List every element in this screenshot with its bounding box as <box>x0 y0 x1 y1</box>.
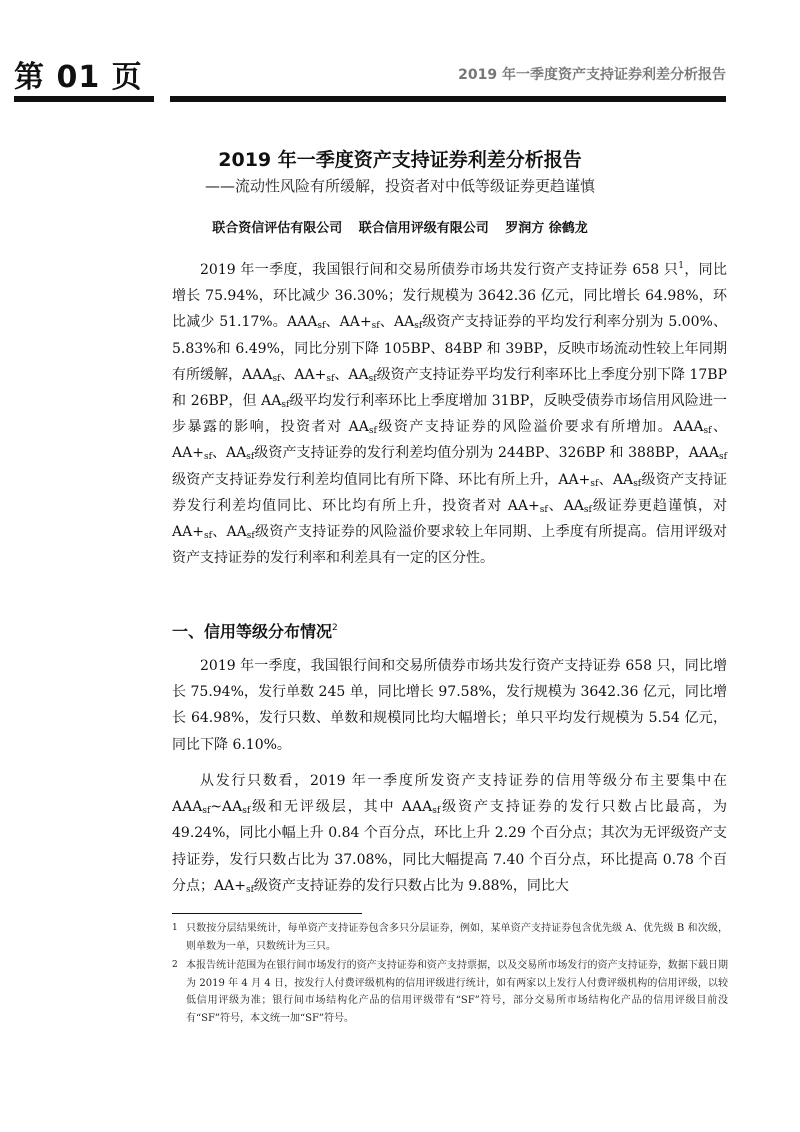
header-rule-right <box>170 96 726 102</box>
footnote-1-text: 只数按分层结果统计，每单资产支持证券包含多只分层证券，例如，某单资产支持证券包含优先级 A、优先级 B 和次级，则单数为一单，只数统计为三只。 <box>186 923 728 952</box>
footnote-ref-1[interactable]: 1 <box>678 261 684 271</box>
page-number-label: 第 01 页 <box>14 60 143 95</box>
report-title: 2019 年一季度资产支持证券利差分析报告 <box>218 149 582 171</box>
author-3: 罗润方 徐鹤龙 <box>505 221 588 236</box>
footnote-divider <box>172 913 362 914</box>
author-1: 联合资信评估有限公司 <box>212 221 343 236</box>
section-heading-credit-rating-distribution: 一、信用等级分布情况$^2$ <box>172 622 338 641</box>
header-rule-left <box>14 96 154 102</box>
footnote-1-mark: 1 <box>172 923 178 933</box>
running-header-title: 2019 年一季度资产支持证券利差分析报告 <box>458 67 726 83</box>
footnote-2-text: 本报告统计范围为在银行间市场发行的资产支持证券和资产支持票据，以及交易所市场发行的资产支持证券，数据下载日期为 2019 年 4 月 4 日，按发行人付费评级机构的信用评级进行统计，如有两家以上发行人付费评级机构的信用评级，以较低信用评级为准；银行间市场结构化产品的信用评级带有“SF”符号，部分交易所市场结构化产品的信用评级目前没有“SF”符号，本文统一加“SF”符号。 <box>186 960 728 1024</box>
author-2: 联合信用评级有限公司 <box>358 221 489 236</box>
footnote-1 <box>172 920 728 955</box>
footnote-2 <box>172 957 728 1027</box>
rating-distribution-paragraph: 从发行只数看，2019 年一季度所发资产支持证券的信用等级分布主要集中在 $AAA_{sf}\sim AA_{sf}$级和无评级层，其中 $AAA_{sf}$级资产支持证券的发行只数占比最高，为 49.24%，同比小幅上升 0.84 个百分点，环比上升 2.29 个百分点；其次为无评级资产支持证券，发行只数占比为 37.08%，同比大幅提高 7.40 个百分点，环比提高 0.78 个百分点；$AA+_{sf}$级资产支持证券的发行只数占比为 9.88%，同比大 <box>172 773 727 895</box>
intro-paragraph: 2019 年一季度，我国银行间和交易所债券市场共发行资产支持证券 658 只$^1$，同比增长 75.94%，环比减少 36.30%；发行规模为 3642.36 亿元，同比增长 64.98%，环比减少 51.17%。$AAA_{sf}$、$AA+_{sf}$、$AA_{sf}$级资产支持证券的平均发行利率分别为 5.00%、5.83%和 6.49%，同比分别下降 105BP、84BP 和 39BP，反映市场流动性较上年同期有所缓解，$AAA_{sf}$、$AA+_{sf}$、$AA_{sf}$级资产支持证券平均发行利率环比上季度分别下降 17BP 和 26BP，但 $AA_{sf}$级平均发行利率环比上季度增加 31BP，反映受债券市场信用风险进一步暴露的影响，投资者对 $AA_{sf}$级资产支持证券的风险溢价要求有所增加。$AAA_{sf}$、$AA+_{sf}$、$AA_{sf}$级资产支持证券的发行利差均值分别为 244BP、326BP 和 388BP，$AAA_{sf}$级资产支持证券发行利差均值同比有所下降、环比有所上升，$AA+_{sf}$、$AA_{sf}$级资产支持证券发行利差均值同比、环比均有所上升，投资者对 $AA+_{sf}$、$AA_{sf}$级证券更趋谨慎，对 $AA+_{sf}$、$AA_{sf}$级资产支持证券的风险溢价要求较上年同期、上季度有所提高。信用评级对资产支持证券的发行利率和利差具有一定的区分性。 <box>172 261 728 567</box>
footnote-2-mark: 2 <box>172 960 178 970</box>
issuance-overview-paragraph: 2019 年一季度，我国银行间和交易所债券市场共发行资产支持证券 658 只，同比增长 75.94%，发行单数 245 单，同比增长 97.58%，发行规模为 3642.36 亿元，同比增长 64.98%，发行只数、单数和规模同比均大幅增长；单只平均发行规模为 5.54 亿元，同比下降 6.10%。 <box>172 658 727 753</box>
footnote-ref-2[interactable]: 2 <box>332 623 338 633</box>
report-subtitle: ——流动性风险有所缓解，投资者对中低等级证券更趋谨慎 <box>204 177 595 195</box>
authors-line <box>0 217 800 236</box>
